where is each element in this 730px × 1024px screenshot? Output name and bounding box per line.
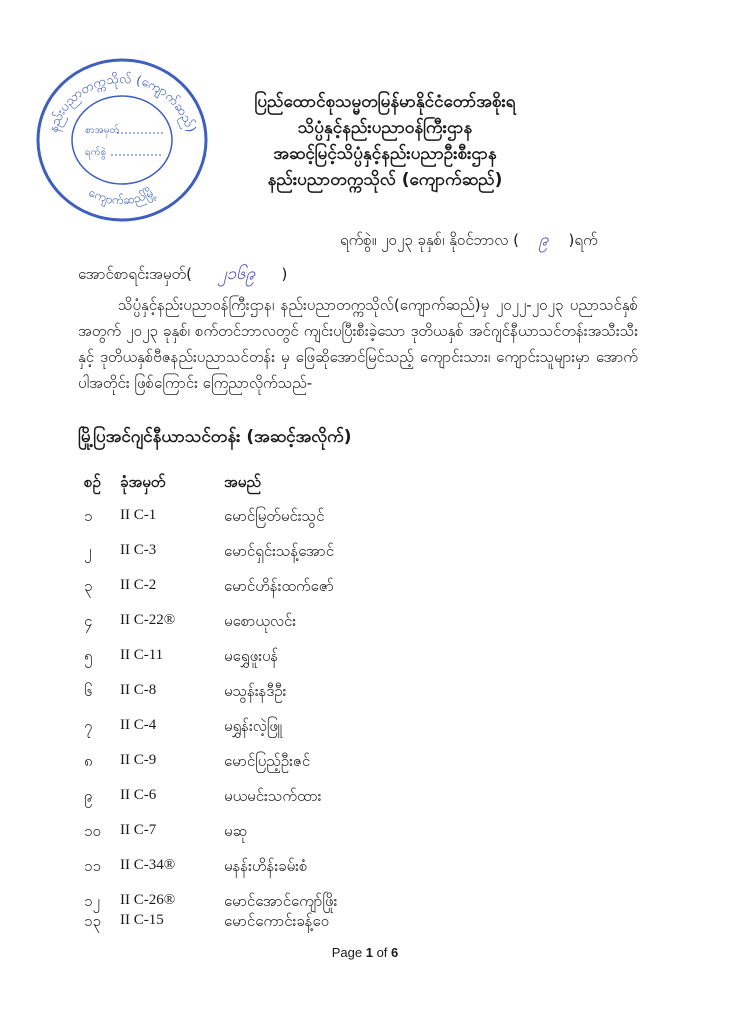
- row-roll: II C-7: [120, 822, 157, 838]
- row-roll: II C-22®: [120, 612, 176, 628]
- section-title: မြို့ပြအင်ဂျင်နီယာသင်တန်း (အဆင့်အလိုက်): [78, 427, 352, 447]
- reference-line: [78, 264, 378, 284]
- row-roll: II C-6: [120, 787, 157, 803]
- row-name: မရွှန်းလဲ့ဖြူ: [224, 717, 283, 735]
- row-serial: ၃: [84, 577, 93, 595]
- row-name: မောင်ပြည့်ဦးဇင်: [224, 752, 311, 770]
- footer-page-number: 1: [365, 945, 373, 960]
- footer-page-word: Page: [331, 945, 363, 960]
- seal-inner-line-2: ရက်စွဲ: [85, 147, 107, 158]
- row-serial: ၉: [84, 787, 93, 805]
- date-handwritten-day: ၉: [538, 230, 549, 250]
- row-serial: ၁၀: [84, 822, 101, 840]
- official-seal-icon: [33, 55, 211, 225]
- row-name: မစောယုလင်း: [224, 612, 297, 630]
- header-government: ပြည်ထောင်စုသမ္မတမြန်မာနိုင်ငံတော်အစိုးရ: [254, 92, 516, 112]
- date-prefix: ရက်စွဲ။ ၂၀၂၃ ခုနှစ်၊ နိုဝင်ဘာလ (: [340, 231, 519, 249]
- row-name: မသွန်းနဒီဦး: [224, 682, 287, 700]
- row-serial: ၁၃: [84, 912, 101, 930]
- header-university: နည်းပညာတက္ကသိုလ် (ကျောက်ဆည်): [267, 170, 503, 190]
- announcement-paragraph: သိပ္ပံနှင့်နည်းပညာဝန်ကြီးဌာန၊ နည်းပညာတက္ကသိုလ်(ကျောက်ဆည်)မှ ၂၀၂၂-၂၀၂၃ ပညာသင်နှစ်အတွက် ၂၀၂၃ ခုနှစ်၊ စက်တင်ဘာလတွင် ကျင်းပပြီးစီးခဲ့သော ဒုတိယနှစ် အင်ဂျင်နီယာသင်တန်းအသီးသီးနှင့် ဒုတိယနှစ်ဗီဇနည်းပညာသင်တန်း မှ ဖြေဆိုအောင်မြင်သည့် ကျောင်းသား၊ ကျောင်းသူများမှာ အောက်ပါအတိုင်း ဖြစ်ကြောင်း ကြေညာလိုက်သည်-: [78, 296, 638, 392]
- footer-of-word: of: [376, 945, 388, 960]
- row-serial: ၆: [84, 682, 93, 700]
- row-serial: ၄: [84, 612, 93, 630]
- row-name: မောင်ဟိန်းထက်ဇော်: [224, 577, 334, 595]
- row-serial: ၇: [84, 717, 93, 735]
- row-serial: ၂: [84, 542, 92, 560]
- row-roll: II C-9: [120, 752, 157, 768]
- row-roll: II C-2: [120, 577, 157, 593]
- row-serial: ၈: [84, 752, 93, 770]
- row-name: မောင်ရှင်းသန့်အောင်: [224, 542, 335, 560]
- row-name: မယမင်းသက်ထား: [224, 787, 322, 805]
- header-department: အဆင့်မြင့်သိပ္ပံနှင့်နည်းပညာဦးစီးဌာန: [273, 144, 497, 164]
- row-roll: II C-3: [120, 542, 157, 558]
- row-name: မောင်အောင်ကျော်ဖြိုး: [224, 892, 338, 910]
- row-serial: ၁၂: [84, 892, 100, 910]
- header-roll-number: ခုံအမှတ်: [120, 473, 166, 491]
- row-roll: II C-26®: [120, 892, 176, 908]
- row-roll: II C-4: [120, 717, 157, 733]
- seal-inner-line-1: စာအမှတ်: [85, 125, 120, 136]
- row-name: မဆု: [224, 822, 248, 840]
- row-roll: II C-1: [120, 507, 157, 523]
- reference-suffix: ): [281, 265, 288, 283]
- row-roll: II C-8: [120, 682, 157, 698]
- page-footer: [0, 945, 730, 960]
- row-roll: II C-34®: [120, 857, 176, 873]
- row-roll: II C-11: [120, 647, 164, 663]
- date-line: [340, 230, 640, 250]
- row-roll: II C-15: [120, 912, 164, 928]
- row-serial: ၁: [84, 507, 93, 525]
- footer-page-total: 6: [391, 945, 399, 960]
- header-serial: စဉ်: [84, 473, 101, 491]
- reference-prefix: အောင်စာရင်းအမှတ်(: [78, 265, 192, 283]
- row-serial: ၅: [84, 647, 93, 665]
- date-suffix: )ရက်: [568, 231, 598, 249]
- svg-text:ကျောက်ဆည်မြို့: [86, 183, 159, 210]
- row-name: မရွှေဖူးပန်: [224, 647, 279, 665]
- seal-ring-top-text: နည်းပညာတက္ကသိုလ် (ကျောက်ဆည်): [45, 71, 199, 135]
- svg-text:နည်းပညာတက္ကသိုလ် (ကျောက်ဆည်): [46, 71, 198, 135]
- row-name: မောင်မြတ်မင်းသွင်: [224, 507, 325, 525]
- header-ministry: သိပ္ပံနှင့်နည်းပညာဝန်ကြီးဌာန: [297, 118, 473, 138]
- row-name: မောင်ကောင်းခန့်ဝေ: [224, 912, 330, 930]
- header-name: အမည်: [224, 473, 261, 491]
- reference-handwritten-number: ၂၁၆၉: [218, 264, 256, 284]
- row-serial: ၁၁: [84, 857, 101, 875]
- row-name: မနန်းဟိန်းခမ်းစံ: [224, 857, 308, 875]
- seal-ring-bottom-text: ကျောက်ဆည်မြို့: [86, 184, 158, 208]
